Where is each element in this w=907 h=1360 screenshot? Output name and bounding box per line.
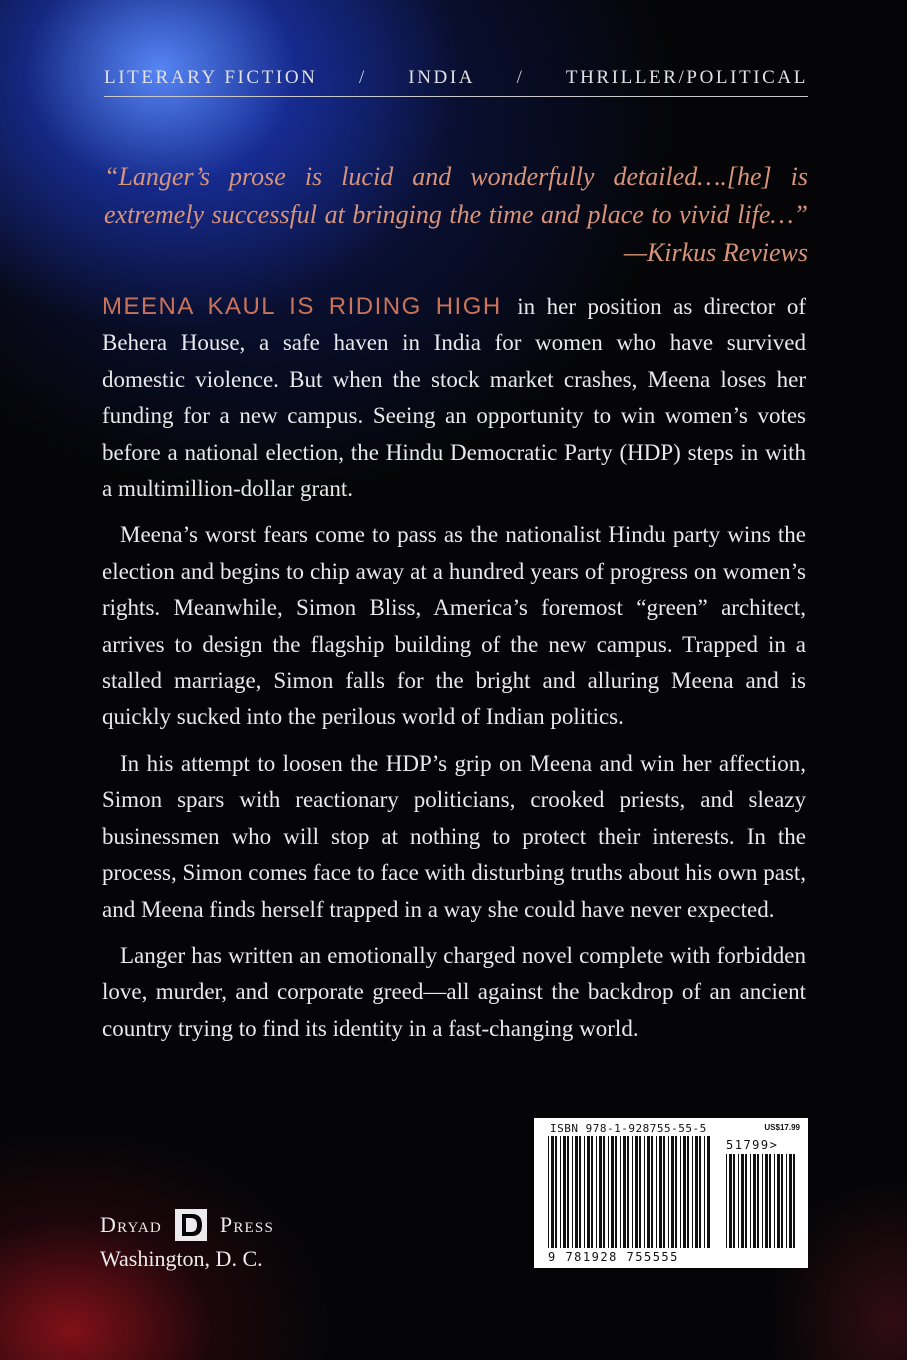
barcode-bar <box>567 1136 569 1248</box>
barcode-bar <box>611 1136 614 1248</box>
barcode-bar <box>668 1136 669 1248</box>
barcode-bar <box>603 1136 605 1248</box>
barcode-bar <box>596 1136 597 1248</box>
publisher-name <box>100 1208 274 1242</box>
description-paragraph: Langer has written an emotionally charged novel complete with forbidden love, murder, and corporate greed—all against the backdrop of an ancient country trying to find its identity in a fast-changing world. <box>102 942 806 1041</box>
barcode-bar <box>699 1136 701 1248</box>
description-paragraph <box>102 289 806 507</box>
genre-separator: / <box>358 67 367 88</box>
barcode-bar <box>656 1136 657 1248</box>
barcode-bar <box>620 1136 621 1248</box>
description-paragraph: Meena’s worst fears come to pass as the nationalist Hindu party wins the election and begins to chip away at a hundred years of progress on women’s rights. Meanwhile, Simon Bliss, America’s foremost “green” architect, arrives to design the flagship building of the new campus. Trapped in a stalled marriage, Simon falls for the bright and alluring Meena and is quickly sucked into the perilous world of Indian politics. <box>102 522 806 730</box>
genre-literary-fiction: LITERARY FICTION <box>104 67 318 88</box>
isbn-number: ISBN 978-1-928755-55-5 <box>550 1122 707 1135</box>
genre-india: INDIA <box>408 67 476 88</box>
barcode-bar <box>762 1154 763 1248</box>
barcode-bar <box>548 1136 549 1248</box>
ean-digits: 9 781928 755555 <box>548 1250 679 1264</box>
description-paragraph: In his attempt to loosen the HDP’s grip on Meena and win her affection, Simon spars with reactionary politicians, crooked priests, and sleazy businessmen who will stop at nothing to protect their interests. In the process, Simon comes face to face with disturbing truths about his own past, and Meena finds herself trapped in a way she could have never expected. <box>102 750 806 922</box>
barcode-bar <box>584 1136 585 1248</box>
price-code: 51799> <box>726 1138 779 1152</box>
barcode-bar <box>726 1154 727 1248</box>
dryad-press-logo <box>174 1208 208 1242</box>
barcode-bar <box>599 1136 602 1248</box>
barcode-bar <box>563 1136 566 1248</box>
barcode-bar <box>753 1154 756 1248</box>
barcode-bar <box>774 1154 775 1248</box>
barcode-bar <box>745 1154 747 1248</box>
publisher-city: Washington, D. C. <box>100 1246 263 1271</box>
review-quote: “Langer’s prose is lucid and wonderfully detailed….[he] is extremely successful at bringing the time and place to vivid life…” —Kirkus Reviews <box>104 162 808 267</box>
barcode-bar <box>680 1136 681 1248</box>
barcode-bar <box>687 1136 689 1248</box>
barcode-bar <box>707 1136 710 1248</box>
description-paragraph-text: in her position as director of Behera House, a safe haven in India for women who have survived domestic violence. But when the stock market crashes, Meena loses her funding for a new campus. Seeing an opportunity to win women’s votes before a national election, the Hindu Democratic Party (HDP) steps in with a multimillion-dollar grant. <box>102 294 806 502</box>
barcode-bar <box>647 1136 650 1248</box>
barcode-bar <box>639 1136 641 1248</box>
barcode-bar <box>789 1154 792 1248</box>
barcode-bar <box>786 1154 787 1248</box>
barcode-bar <box>695 1136 698 1248</box>
barcode-bar <box>738 1154 739 1248</box>
barcode-bar <box>781 1154 783 1248</box>
genre-thriller-political: THRILLER/POLITICAL <box>565 67 808 88</box>
book-description <box>102 289 806 1057</box>
barcode-bar <box>572 1136 573 1248</box>
barcode-bar <box>793 1154 795 1248</box>
barcode-bar <box>769 1154 771 1248</box>
publisher-name-left: Dryad <box>100 1212 162 1237</box>
barcode-bar <box>623 1136 626 1248</box>
barcode-bar <box>579 1136 581 1248</box>
barcode-bar <box>692 1136 693 1248</box>
barcode-bar <box>608 1136 609 1248</box>
barcode-bar <box>551 1136 554 1248</box>
barcode-bar <box>627 1136 629 1248</box>
barcode-bar <box>741 1154 744 1248</box>
lead-in-heading: MEENA KAUL IS RIDING HIGH <box>102 293 502 320</box>
barcode-bar <box>591 1136 593 1248</box>
barcode-bar <box>777 1154 780 1248</box>
barcode-bar <box>750 1154 751 1248</box>
barcode-bar <box>644 1136 645 1248</box>
genre-separator: / <box>516 67 525 88</box>
barcode-bar <box>683 1136 686 1248</box>
barcode-bar <box>560 1136 561 1248</box>
barcode-bar <box>555 1136 557 1248</box>
barcode-bar <box>575 1136 578 1248</box>
publisher-name-right: Press <box>219 1212 274 1237</box>
barcode-bar <box>659 1136 662 1248</box>
barcode-bar <box>675 1136 677 1248</box>
barcode-bar <box>615 1136 617 1248</box>
genre-bar <box>104 60 808 97</box>
isbn-barcode <box>534 1118 808 1268</box>
barcode-bar <box>587 1136 590 1248</box>
price-label: US$17.99 <box>764 1123 800 1132</box>
barcode-bar <box>663 1136 665 1248</box>
barcode-bar <box>632 1136 633 1248</box>
barcode-bar <box>765 1154 768 1248</box>
barcode-bar <box>635 1136 638 1248</box>
barcode-bar <box>671 1136 674 1248</box>
publisher-imprint <box>100 1208 274 1272</box>
barcode-bar <box>733 1154 735 1248</box>
barcode-bar <box>704 1136 705 1248</box>
barcode-bar <box>651 1136 653 1248</box>
barcode-bar <box>729 1154 732 1248</box>
barcode-bar <box>757 1154 759 1248</box>
